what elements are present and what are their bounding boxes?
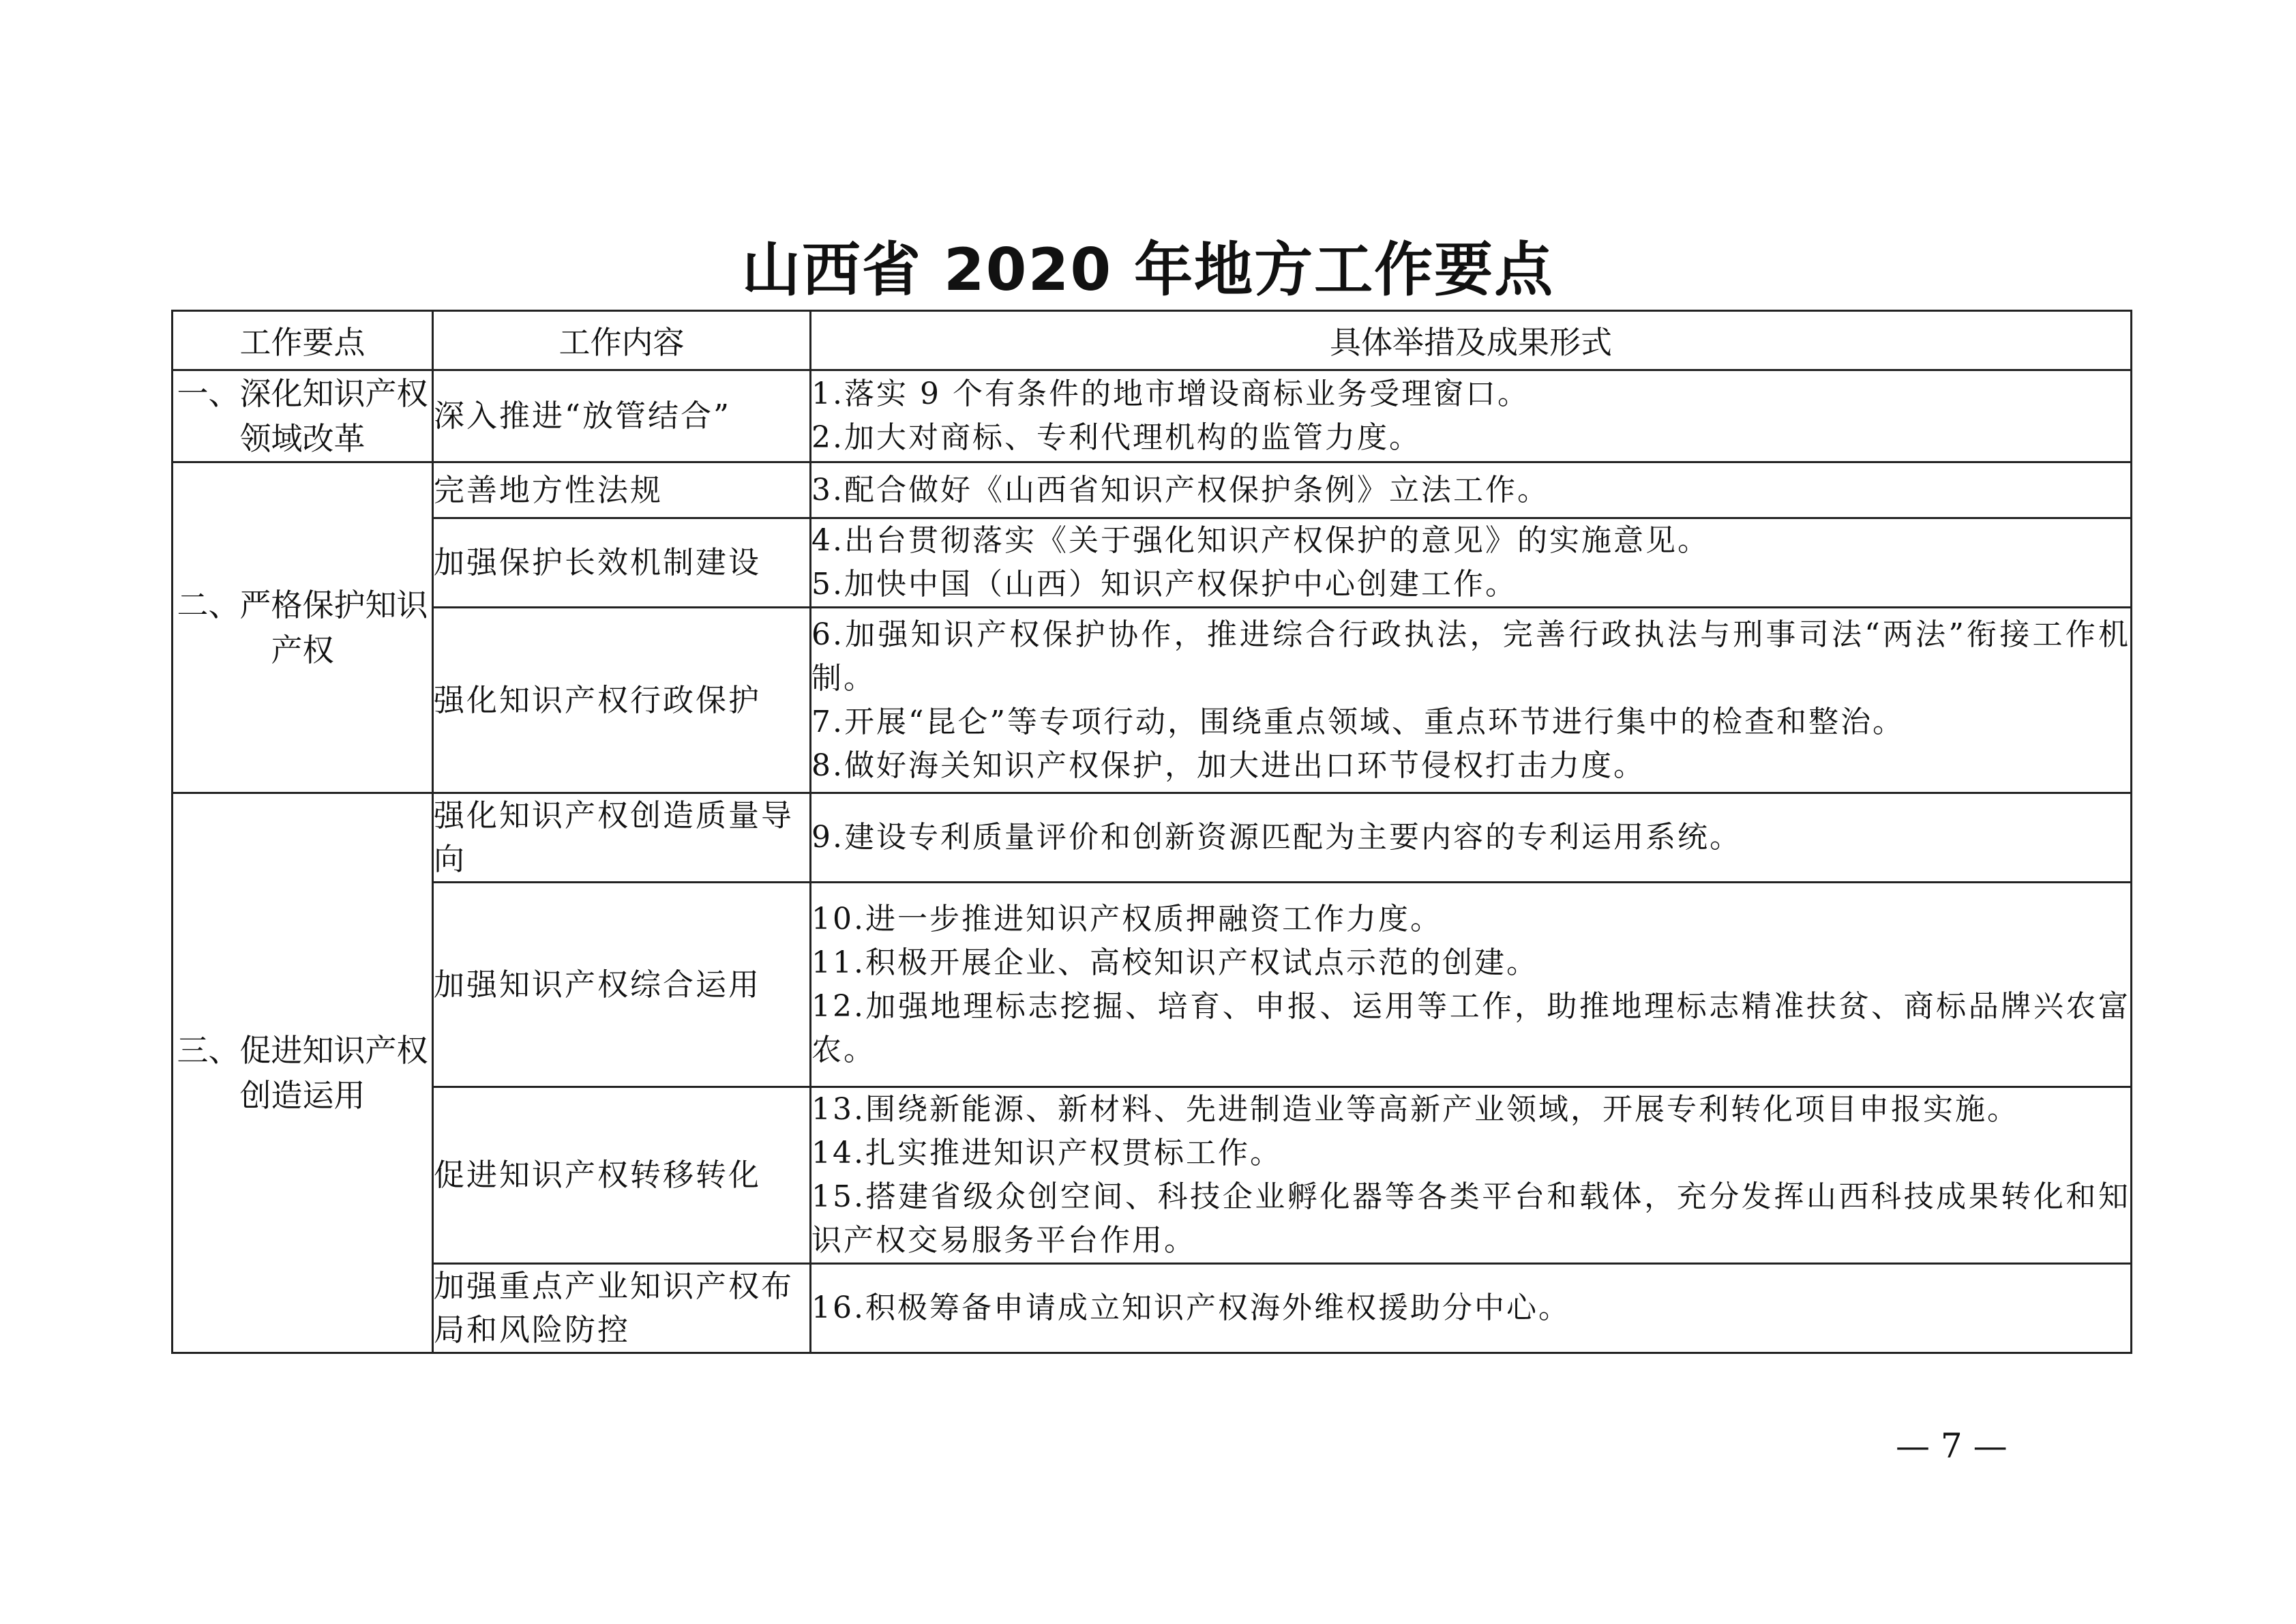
table-row [173,608,2132,793]
measures-cell [811,462,2132,518]
table-row [173,518,2132,608]
measures-cell [811,518,2132,608]
work-content-cell: 加强保护长效机制建设 [433,518,811,608]
measures-cell [811,608,2132,793]
measure-item: 9.建设专利质量评价和创新资源匹配为主要内容的专利运用系统。 [811,820,1742,855]
work-content-cell: 促进知识产权转移转化 [433,1087,811,1264]
measure-item: 4.出台贯彻落实《关于强化知识产权保护的意见》的实施意见。 [811,523,1710,558]
work-point-cell: 三、促进知识产权创造运用 [173,793,433,1353]
header-work-content: 工作内容 [433,311,811,370]
table-row [173,793,2132,883]
measure-item: 5.加快中国（山西）知识产权保护中心创建工作。 [811,567,1517,602]
measure-item: 14.扎实推进知识产权贯标工作。 [811,1136,1282,1170]
measure-item: 8.做好海关知识产权保护，加大进出口环节侵权打击力度。 [811,748,1645,783]
table-row [173,883,2132,1087]
work-content-cell: 深入推进“放管结合” [433,370,811,462]
header-measures: 具体举措及成果形式 [811,311,2132,370]
table-row [173,1264,2132,1353]
measure-item: 7.开展“昆仑”等专项行动，围绕重点领域、重点环节进行集中的检查和整治。 [811,704,1905,739]
work-points-table [171,310,2132,1354]
work-content-cell: 强化知识产权行政保护 [433,608,811,793]
work-content-cell: 强化知识产权创造质量导向 [433,793,811,883]
measure-item: 12.加强地理标志挖掘、培育、申报、运用等工作，助推地理标志精准扶贫、商标品牌兴农富农。 [811,988,2130,1067]
work-content-cell: 加强重点产业知识产权布局和风险防控 [433,1264,811,1353]
measure-item: 13.围绕新能源、新材料、先进制造业等高新产业领域，开展专利转化项目申报实施。 [811,1092,2019,1127]
measure-item: 10.进一步推进知识产权质押融资工作力度。 [811,901,1442,936]
measure-item: 3.配合做好《山西省知识产权保护条例》立法工作。 [811,472,1549,507]
measures-cell [811,883,2132,1087]
measures-cell [811,370,2132,462]
header-work-point: 工作要点 [173,311,433,370]
measure-item: 11.积极开展企业、高校知识产权试点示范的创建。 [811,945,1538,980]
work-point-cell: 二、严格保护知识产权 [173,462,433,793]
work-content-cell: 完善地方性法规 [433,462,811,518]
page-number: — 7 — [1896,1426,2008,1466]
measures-cell [811,1264,2132,1353]
measures-cell [811,1087,2132,1264]
table-row [173,370,2132,462]
measure-item: 1.落实 9 个有条件的地市增设商标业务受理窗口。 [811,377,1530,411]
measures-cell [811,793,2132,883]
measure-item: 2.加大对商标、专利代理机构的监管力度。 [811,420,1421,455]
measure-item: 16.积极筹备申请成立知识产权海外维权援助分中心。 [811,1290,1570,1325]
work-point-cell: 一、深化知识产权领域改革 [173,370,433,462]
table-header-row [173,311,2132,370]
table-row [173,1087,2132,1264]
table-row [173,462,2132,518]
work-content-cell: 加强知识产权综合运用 [433,883,811,1087]
measure-item: 15.搭建省级众创空间、科技企业孵化器等各类平台和载体，充分发挥山西科技成果转化和知识产权交易服务平台作用。 [811,1179,2130,1258]
page-title: 山西省 2020 年地方工作要点 [741,236,1555,304]
measure-item: 6.加强知识产权保护协作，推进综合行政执法，完善行政执法与刑事司法“两法”衔接工作机制。 [811,617,2130,696]
